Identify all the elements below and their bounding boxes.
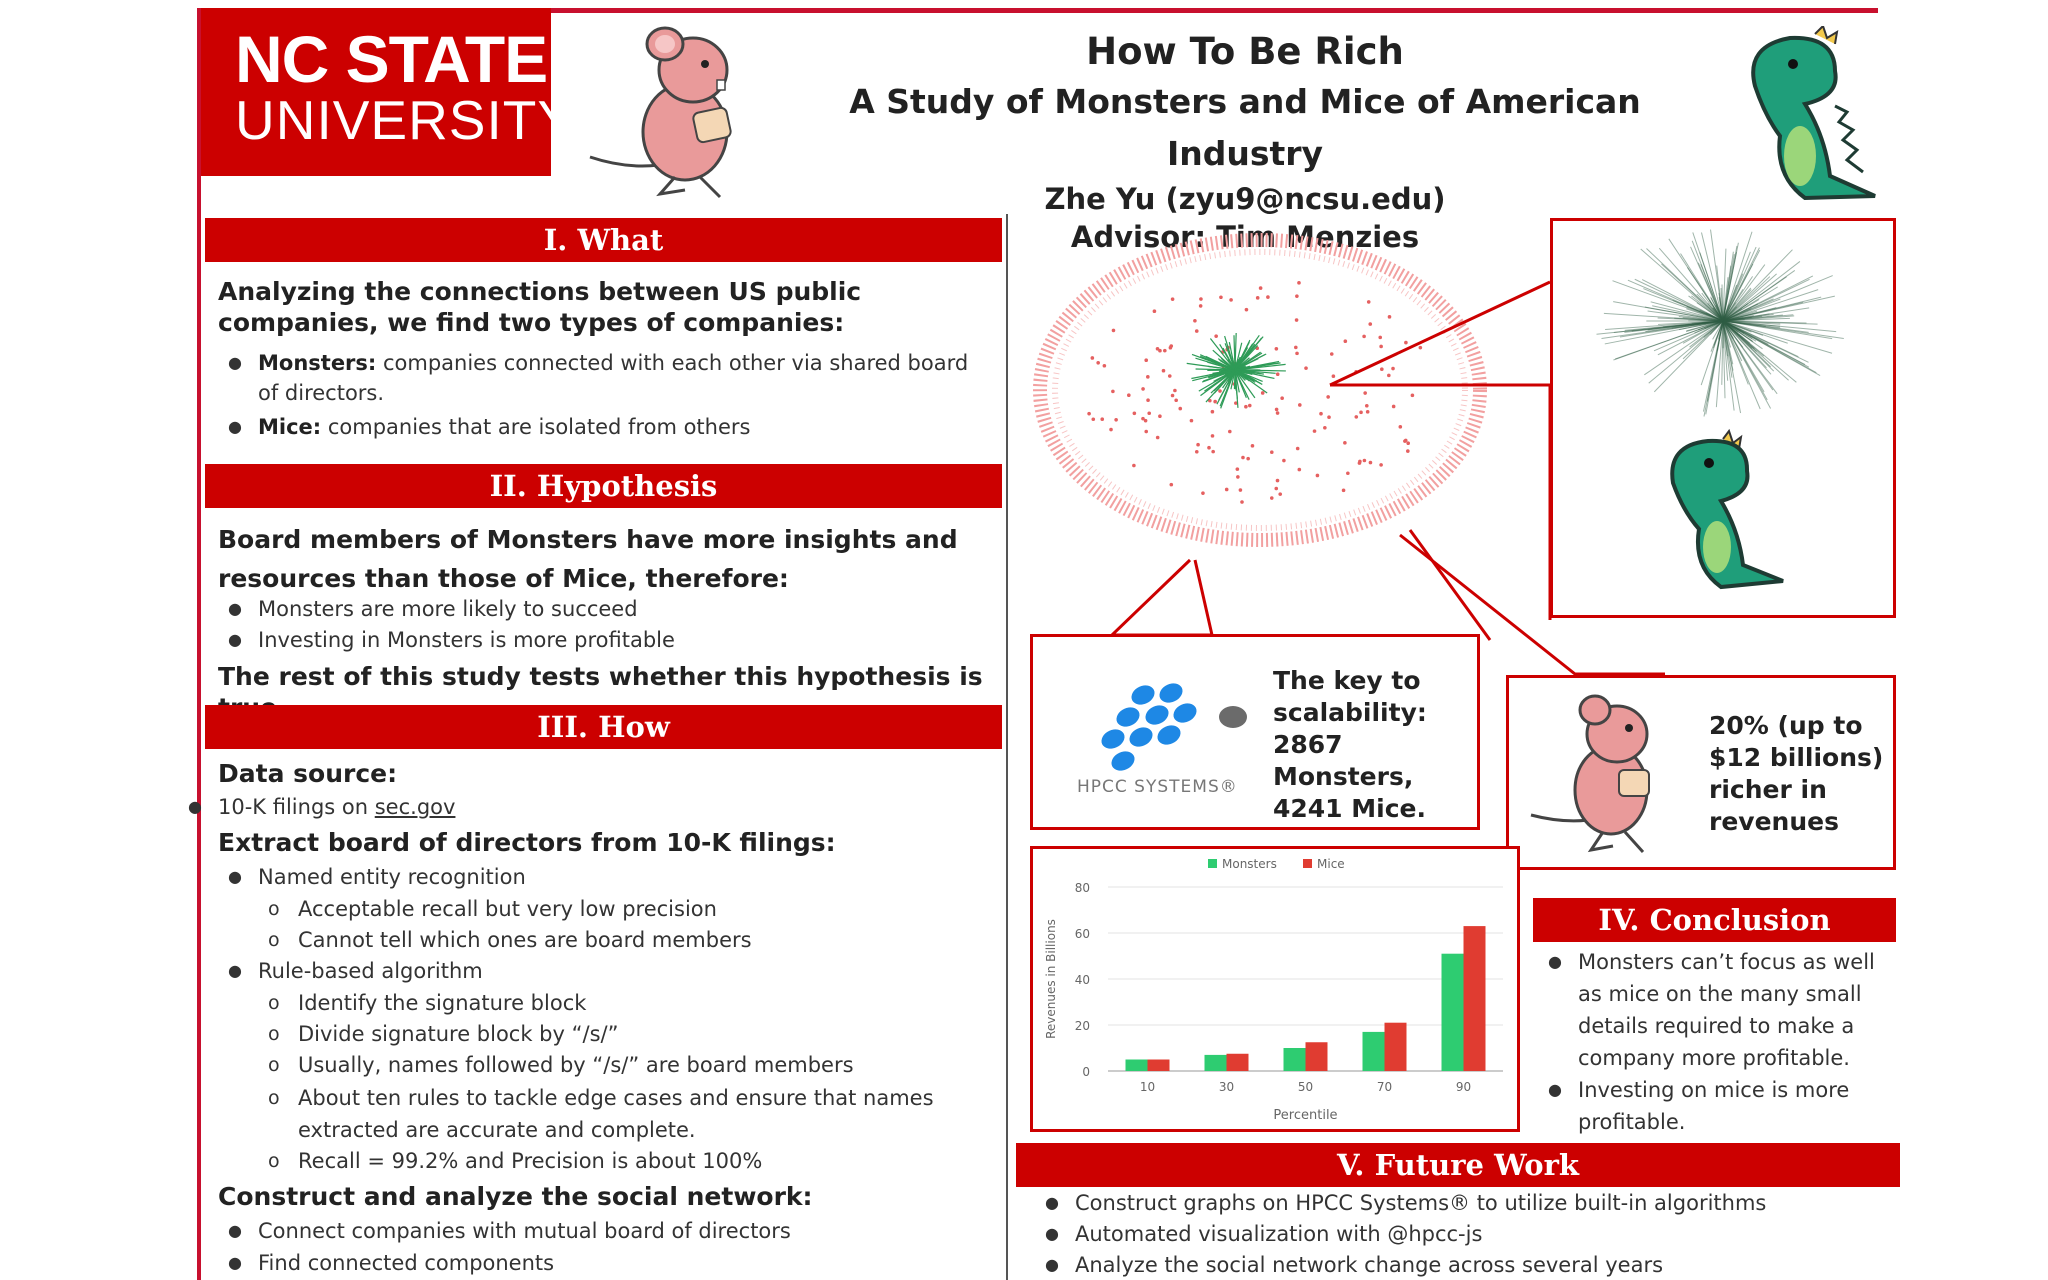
legend-swatch-monsters <box>1208 859 1217 868</box>
section-heading-how: III. How <box>205 705 1002 749</box>
bar-monsters-30 <box>1205 1055 1227 1071</box>
network-bullet-2: ● Find connected components <box>258 1248 554 1278</box>
bar-mice-10 <box>1148 1060 1170 1072</box>
hypothesis-closing: The rest of this study tests whether this hypothesis is <box>218 662 983 691</box>
legend-swatch-mice <box>1303 859 1312 868</box>
data-source-prefix: 10-K filings on <box>218 795 375 819</box>
x-tick-label: 10 <box>1139 1080 1156 1094</box>
network-bullet-1: ● Connect companies with mutual board of directors <box>258 1216 791 1246</box>
what-bullet-monsters <box>258 348 988 408</box>
rule-sub-5: o Recall = 99.2% and Precision is about 100% <box>298 1146 762 1176</box>
network-graph-icon <box>1040 240 1480 540</box>
section-heading-conclusion: IV. Conclusion <box>1533 898 1896 942</box>
y-tick-label: 40 <box>1074 973 1090 987</box>
dinosaur-monster-mascot-icon <box>1672 431 1783 587</box>
conclusion-bullet-1: ● Monsters can’t focus as well as mice on the many small details required to make a company more profitable. <box>1578 946 1878 1074</box>
future-bullet-1: ● Construct graphs on HPCC Systems® to utilize built-in algorithms <box>1075 1188 1895 1218</box>
future-bullet-2: ● Automated visualization with @hpcc-js <box>1075 1219 1895 1249</box>
column-divider <box>1006 214 1008 1280</box>
how-bullet-rule: ● Rule-based algorithm <box>258 956 483 986</box>
monsters-zoom-box <box>1550 218 1896 618</box>
y-tick-label: 80 <box>1074 881 1090 895</box>
bar-mice-90 <box>1464 926 1486 1071</box>
scalability-callout: The key to scalability: 2867 Monsters, 4241 Mice. <box>1273 666 1427 823</box>
rule-sub-1: o Identify the signature block <box>298 988 586 1018</box>
term-mice: Mice: <box>258 415 322 439</box>
bar-mice-30 <box>1227 1054 1249 1071</box>
monster-cluster-zoom <box>1553 221 1893 615</box>
logo-line-2: UNIVERSITY <box>235 89 576 151</box>
def-monsters: companies connected with each other via shared board of directors. <box>258 351 969 405</box>
revenue-chart-box <box>1030 846 1520 1132</box>
x-tick-label: 30 <box>1218 1080 1235 1094</box>
bar-monsters-50 <box>1284 1048 1306 1071</box>
revenue-bar-chart <box>1033 849 1517 1129</box>
ner-sub-1: o Acceptable recall but very low precision <box>298 894 717 924</box>
rule-sub-3: o Usually, names followed by “/s/” are board members <box>298 1050 854 1080</box>
y-tick-label: 20 <box>1074 1019 1090 1033</box>
poster-top-border <box>551 8 1878 13</box>
y-axis-label: Revenues in Billions <box>1044 919 1058 1039</box>
hypothesis-intro: Board members of Monsters have more insights and resources than those of Mice, therefore: <box>218 525 958 593</box>
x-tick-label: 90 <box>1455 1080 1472 1094</box>
bar-monsters-10 <box>1126 1060 1148 1072</box>
section-heading-what: I. What <box>205 218 1002 262</box>
section-heading-future-work: V. Future Work <box>1016 1143 1900 1187</box>
how-bullet-ner: ● Named entity recognition <box>258 862 526 892</box>
conclusion-bullet-2: ● Investing on mice is more profitable. <box>1578 1074 1878 1138</box>
what-intro: Analyzing the connections between US public companies, we find two types of companies: <box>218 277 862 337</box>
poster-left-border <box>197 8 201 1280</box>
section-heading-hypothesis: II. Hypothesis <box>205 464 1002 508</box>
dinosaur-monster-mascot-icon <box>1735 26 1885 206</box>
sec-gov-link[interactable]: sec.gov <box>374 795 456 819</box>
how-data-source-label: Data source: <box>218 759 398 788</box>
ncsu-logo <box>201 8 576 176</box>
legend-label-monsters: Monsters <box>1222 857 1277 871</box>
how-network-heading: Construct and analyze the social network: <box>218 1182 813 1211</box>
y-tick-label: 60 <box>1074 927 1090 941</box>
mouse-mascot-icon <box>585 22 765 202</box>
mice-richer-callout: 20% (up to $12 billions) richer in revenues <box>1709 711 1884 836</box>
term-monsters: Monsters: <box>258 351 377 375</box>
legend-label-mice: Mice <box>1317 857 1345 871</box>
what-bullet-mice <box>258 412 988 442</box>
poster-subtitle: A Study of Monsters and Mice of American Industry <box>849 82 1641 173</box>
x-axis-label: Percentile <box>1273 1108 1338 1123</box>
x-tick-label: 50 <box>1297 1080 1314 1094</box>
poster-title: How To Be Rich <box>1086 30 1404 73</box>
rule-sub-4: o About ten rules to tackle edge cases and ensure that names extracted are accurate and complete. <box>298 1082 968 1146</box>
how-extract-heading: Extract board of directors from 10-K filings: <box>218 828 836 857</box>
mice-richer-box <box>1506 675 1896 870</box>
ner-sub-2: o Cannot tell which ones are board members <box>298 925 752 955</box>
poster-advisor: Advisor: Tim Menzies <box>1070 220 1420 254</box>
logo-line-1: NC STATE <box>235 22 548 96</box>
bar-mice-50 <box>1306 1042 1328 1071</box>
rule-sub-2: o Divide signature block by “/s/” <box>298 1019 618 1049</box>
bar-monsters-90 <box>1442 954 1464 1071</box>
how-data-source-line <box>218 792 455 822</box>
poster-author: Zhe Yu (zyu9@ncsu.edu) <box>1044 182 1446 216</box>
future-bullet-3: ● Analyze the social network change across several years <box>1075 1250 1895 1280</box>
hypothesis-bullet-2: ● Investing in Monsters is more profitable <box>258 625 988 655</box>
hpcc-logo-text: HPCC SYSTEMS® <box>1077 777 1238 797</box>
hpcc-logo-icon <box>1083 677 1253 787</box>
bar-mice-70 <box>1385 1023 1407 1071</box>
x-tick-label: 70 <box>1376 1080 1393 1094</box>
y-tick-label: 0 <box>1082 1065 1090 1079</box>
hypothesis-bullet-1: ● Monsters are more likely to succeed <box>258 594 988 624</box>
bar-monsters-70 <box>1363 1032 1385 1071</box>
def-mice: companies that are isolated from others <box>321 415 751 439</box>
mouse-mascot-icon <box>1529 690 1679 860</box>
hpcc-scalability-box <box>1030 634 1480 830</box>
